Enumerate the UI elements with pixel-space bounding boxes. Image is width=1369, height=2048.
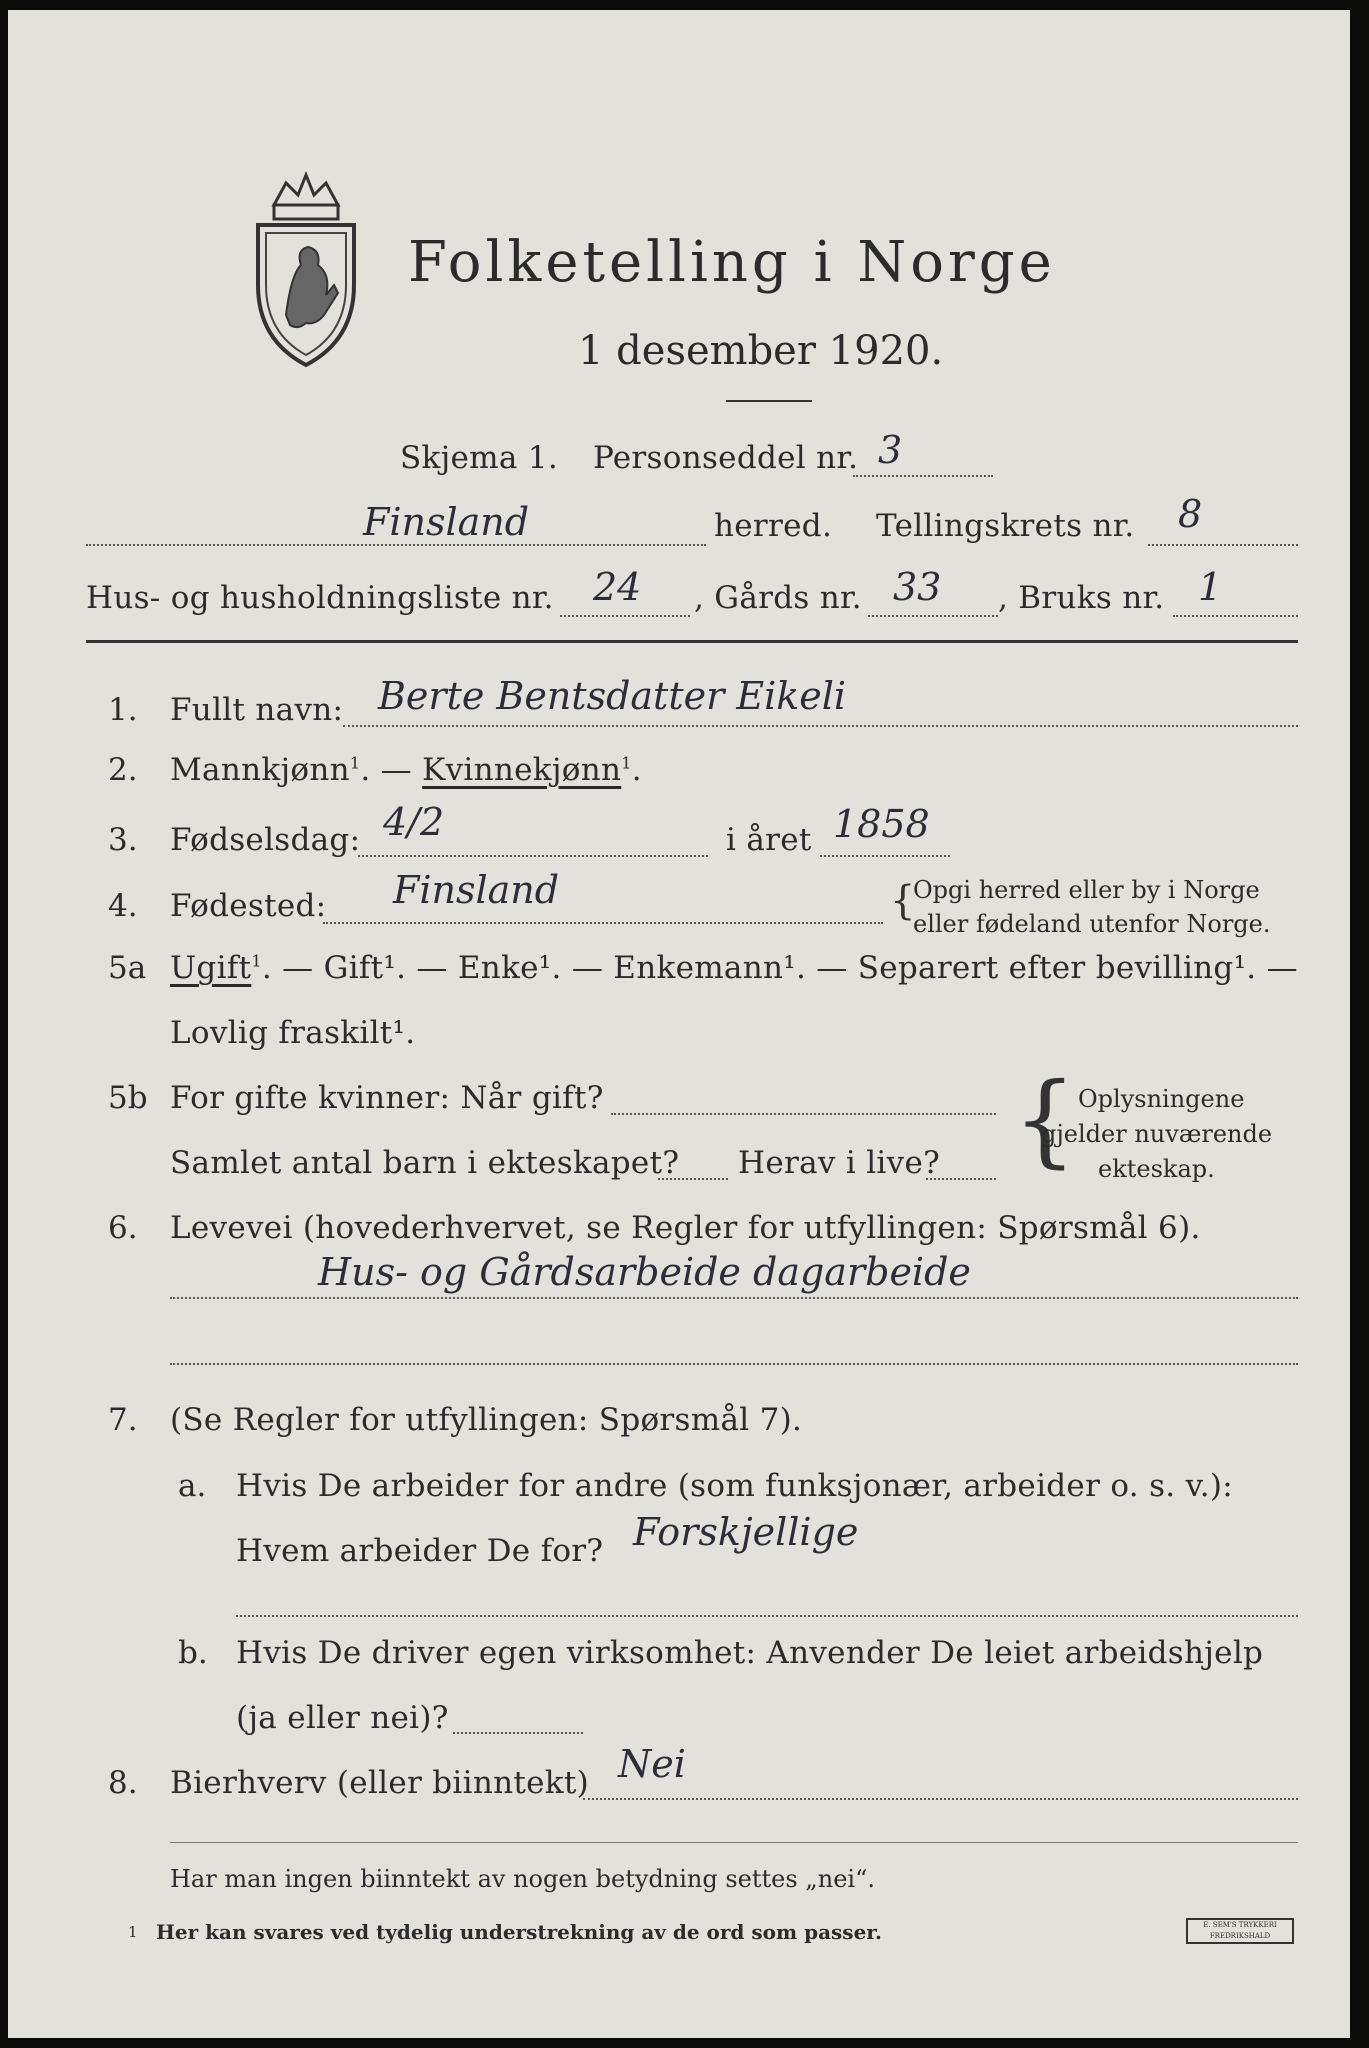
q4-line — [323, 922, 883, 924]
q1-number: 1. — [108, 692, 138, 728]
census-date: 1 desember 1920. — [578, 328, 944, 374]
q7-number: 7. — [108, 1402, 138, 1438]
personseddel-line — [853, 475, 993, 477]
q5b-note-2: gjelder nuværende — [1041, 1120, 1273, 1148]
personseddel-label: Personseddel nr. — [593, 440, 859, 476]
bruks-value[interactable]: 1 — [1198, 565, 1223, 609]
q4-note-2: eller fødeland utenfor Norge. — [913, 910, 1271, 938]
gards-line — [868, 615, 998, 617]
footer-note: Har man ingen biinntekt av nogen betydning settes „nei“. — [170, 1865, 875, 1893]
q6-label: Levevei (hovederhvervet, se Regler for utfyllingen: Spørsmål 6). — [170, 1210, 1201, 1246]
tellingskrets-label: Tellingskrets nr. — [876, 508, 1135, 544]
q8-value-side-income[interactable]: Nei — [618, 1742, 686, 1786]
q2-number: 2. — [108, 752, 138, 788]
q7a-line[interactable] — [236, 1615, 1298, 1617]
q3-value-birthday[interactable]: 4/2 — [383, 800, 445, 844]
hus-label: Hus- og husholdningsliste nr. — [86, 580, 554, 616]
bruks-line — [1173, 615, 1298, 617]
q5a-option-fraskilt[interactable]: Lovlig fraskilt¹. — [170, 1015, 416, 1051]
q7a-label: Hvis De arbeider for andre (som funksjonær, arbeider o. s. v.): — [236, 1468, 1234, 1504]
q5b-married-line[interactable] — [611, 1113, 996, 1115]
q4-value-birthplace[interactable]: Finsland — [393, 868, 560, 912]
q3-year-label: i året — [726, 822, 812, 858]
hus-value[interactable]: 24 — [593, 565, 642, 609]
norway-coat-of-arms-icon — [246, 165, 366, 375]
q7b-label: Hvis De driver egen virksomhet: Anvender De leiet arbeidshjelp — [236, 1635, 1264, 1671]
q6-line-2[interactable] — [170, 1363, 1298, 1365]
q1-line — [343, 725, 1298, 727]
q7b-number: b. — [178, 1635, 208, 1671]
gards-label: , Gårds nr. — [694, 580, 862, 616]
footnote-mark: 1 — [128, 1923, 138, 1941]
q6-line-1 — [170, 1297, 1298, 1299]
herred-label: herred. — [714, 508, 833, 544]
footnote-text: Her kan svares ved tydelig understrekning av de ord som passer. — [156, 1920, 882, 1944]
q7a-label-2: Hvem arbeider De for? — [236, 1533, 604, 1569]
q5b-label: For gifte kvinner: Når gift? — [170, 1080, 604, 1116]
q7b-label-2: (ja eller nei)? — [236, 1700, 449, 1736]
q5b-alive-label: Herav i live? — [738, 1145, 941, 1181]
tellingskrets-value[interactable]: 8 — [1178, 492, 1203, 536]
q5a-option-ugift[interactable]: Ugift — [170, 950, 252, 986]
q1-label: Fullt navn: — [170, 692, 344, 728]
q5a-options: Ugift$^1$. — Gift¹. — Enke¹. — Enkemann¹. — Separert efter bevilling¹. — — [170, 950, 1298, 986]
divider — [726, 400, 812, 402]
q2-options: Mannkjønn$^1$. — Kvinnekjønn$^1$. — [170, 752, 642, 788]
q5b-alive-line[interactable] — [926, 1178, 996, 1180]
q6-value-occupation[interactable]: Hus- og Gårdsarbeide dagarbeide — [318, 1250, 971, 1294]
q5b-note-3: ekteskap. — [1098, 1155, 1215, 1183]
q5b-number: 5b — [108, 1080, 148, 1116]
q2-option-female[interactable]: Kvinnekjønn — [422, 752, 622, 788]
skjema-label: Skjema 1. — [400, 440, 558, 476]
tellingskrets-line — [1148, 544, 1298, 546]
printer-stamp: E. SEM'S TRYKKERI FREDRIKSHALD — [1186, 1918, 1294, 1944]
census-form-page — [8, 10, 1350, 2038]
q5b-children-line[interactable] — [658, 1178, 728, 1180]
q3-number: 3. — [108, 822, 138, 858]
q3-year-value[interactable]: 1858 — [833, 802, 930, 846]
q1-value-full-name[interactable]: Berte Bentsdatter Eikeli — [378, 674, 847, 718]
q2-option-male[interactable]: Mannkjønn — [170, 752, 350, 788]
herred-value[interactable]: Finsland — [363, 500, 530, 544]
q4-note-1: Opgi herred eller by i Norge — [913, 876, 1260, 904]
q4-number: 4. — [108, 888, 138, 924]
q3-label: Fødselsdag: — [170, 822, 361, 858]
personseddel-value[interactable]: 3 — [878, 428, 903, 472]
q5b-children-label: Samlet antal barn i ekteskapet? — [170, 1145, 680, 1181]
q6-number: 6. — [108, 1210, 138, 1246]
q3-year-line — [820, 855, 950, 857]
q7a-number: a. — [178, 1468, 207, 1504]
q5b-brace: { — [1013, 1061, 1077, 1178]
q8-number: 8. — [108, 1765, 138, 1801]
bruks-label: , Bruks nr. — [998, 580, 1165, 616]
q8-label: Bierhverv (eller biinntekt) — [170, 1765, 590, 1801]
gards-value[interactable]: 33 — [893, 565, 942, 609]
q8-line — [583, 1798, 1298, 1800]
q5a-number: 5a — [108, 950, 147, 986]
footer-rule — [170, 1842, 1298, 1843]
header-rule — [86, 640, 1298, 643]
q5a-other-options[interactable]: . — Gift¹. — Enke¹. — Enkemann¹. — Separert efter bevilling¹. — — [261, 950, 1298, 986]
q4-label: Fødested: — [170, 888, 327, 924]
q5b-note-1: Oplysningene — [1078, 1085, 1245, 1113]
q7-label: (Se Regler for utfyllingen: Spørsmål 7). — [170, 1402, 803, 1438]
q7a-value-employer[interactable]: Forskjellige — [633, 1510, 859, 1554]
page-title: Folketelling i Norge — [408, 230, 1056, 295]
hus-line — [560, 615, 690, 617]
q3-line — [358, 855, 708, 857]
q7b-line[interactable] — [453, 1732, 583, 1734]
herred-line — [86, 544, 706, 546]
q4-brace: { — [890, 878, 916, 924]
